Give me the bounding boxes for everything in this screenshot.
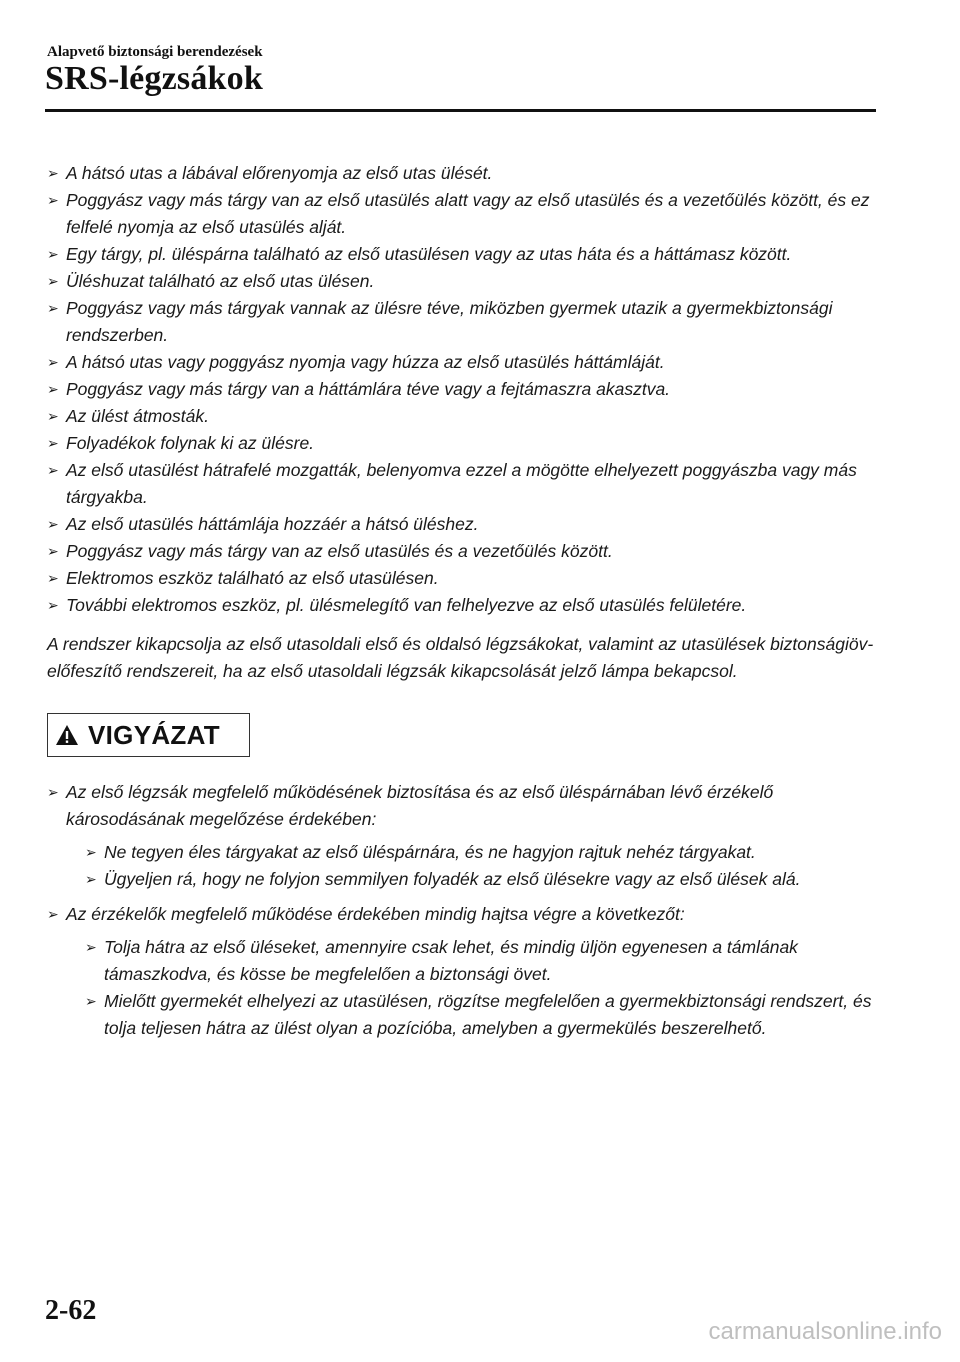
bullet-arrow-icon: ➢	[47, 273, 59, 289]
list-item: ➢ A hátsó utas a lábával előrenyomja az első utas ülését.	[47, 160, 877, 187]
list-item: ➢ Üléshuzat található az első utas ülésen.	[47, 268, 877, 295]
page-number: 2-62	[45, 1295, 97, 1326]
watermark: carmanualsonline.info	[708, 1318, 942, 1345]
bullet-arrow-icon: ➢	[85, 844, 97, 860]
warning-label: VIGYÁZAT	[88, 719, 220, 750]
bullet-arrow-icon: ➢	[47, 246, 59, 262]
section-label: Alapvető biztonsági berendezések	[47, 44, 263, 60]
list-item: ➢ A hátsó utas vagy poggyász nyomja vagy húzza az első utasülés háttámláját.	[47, 349, 877, 376]
list-item: ➢ További elektromos eszköz, pl. ülésmelegítő van felhelyezve az első utasülés felületére.	[47, 592, 877, 619]
list-item: ➢ Az első utasülést hátrafelé mozgatták, belenyomva ezzel a mögötte elhelyezett poggyászba vagy más tárgyakba.	[47, 457, 877, 511]
page-title: SRS-légzsákok	[45, 60, 263, 97]
bullet-arrow-icon: ➢	[85, 939, 97, 955]
list-item: ➢ Elektromos eszköz található az első utasülésen.	[47, 565, 877, 592]
warning-box	[47, 713, 250, 757]
body-paragraph: A rendszer kikapcsolja az első utasoldali első és oldalsó légzsákokat, valamint az utasülések biztonságiöv-előfeszítő rendszereit, ha az első utasoldali légzsák kikapcsolását jelző lámpa bekapcsol.	[47, 634, 874, 681]
list-item: ➢ Poggyász vagy más tárgy van a háttámlára téve vagy a fejtámaszra akasztva.	[47, 376, 877, 403]
list-item: ➢ Poggyász vagy más tárgy van az első utasülés alatt vagy az első utasülés és a vezetőülés között, és ez felfelé nyomja az első utasülés alját.	[47, 187, 877, 241]
sub-list-item: ➢ Ne tegyen éles tárgyakat az első üléspárnára, és ne hagyjon rajtuk nehéz tárgyakat.	[85, 839, 877, 866]
list-item: ➢ Az ülést átmosták.	[47, 403, 877, 430]
bullet-arrow-icon: ➢	[85, 871, 97, 887]
bullet-arrow-icon: ➢	[47, 408, 59, 424]
bullet-arrow-icon: ➢	[47, 165, 59, 181]
sub-list-item: ➢ Tolja hátra az első üléseket, amennyire csak lehet, és mindig üljön egyenesen a támlának támaszkodva, és kösse be megfelelően a biztonsági övet.	[85, 934, 877, 988]
bullet-arrow-icon: ➢	[47, 462, 59, 478]
page-content	[47, 160, 877, 1050]
bullet-arrow-icon: ➢	[47, 597, 59, 613]
warning-triangle-icon	[55, 724, 79, 746]
warning-list	[47, 779, 877, 1042]
bullet-arrow-icon: ➢	[47, 192, 59, 208]
bullet-arrow-icon: ➢	[47, 570, 59, 586]
sub-list	[66, 934, 877, 1042]
list-item: ➢ Poggyász vagy más tárgy van az első utasülés és a vezetőülés között.	[47, 538, 877, 565]
bullet-arrow-icon: ➢	[47, 784, 59, 800]
sub-list-item: ➢ Mielőtt gyermekét elhelyezi az utasülésen, rögzítse megfelelően a gyermekbiztonsági rendszert, és tolja teljesen hátra az ülést olyan a pozícióba, amelyben a gyermekülés beszerelhető.	[85, 988, 877, 1042]
bullet-arrow-icon: ➢	[47, 516, 59, 532]
list-item: ➢ Az első légzsák megfelelő működésének biztosítása és az első üléspárnában lévő érzékelő károsodásának megelőzése érdekében: ➢ Ne tegyen éles tárgyakat az első üléspárnára, és ne hagyjon rajtuk nehéz tárgyakat. ➢ Ügyeljen rá, hogy ne folyjon semmilyen folyadék az első ülésekre vagy az első ülések alá.	[47, 779, 877, 893]
list-item: ➢ Folyadékok folynak ki az ülésre.	[47, 430, 877, 457]
list-item: ➢ Poggyász vagy más tárgyak vannak az ülésre téve, miközben gyermek utazik a gyermekbiztonsági rendszerben.	[47, 295, 877, 349]
bullet-arrow-icon: ➢	[47, 381, 59, 397]
bullet-arrow-icon: ➢	[47, 300, 59, 316]
list-item: ➢ Az érzékelők megfelelő működése érdekében mindig hajtsa végre a következőt: ➢ Tolja hátra az első üléseket, amennyire csak lehet, és mindig üljön egyenesen a támlának támaszkodva, és kösse be megfelelően a biztonsági övet. ➢ Mielőtt gyermekét elhelyezi az utasülésen, rögzítse megfelelően a gyermekbiztonsági rendszert, és tolja teljesen hátra az ülést olyan a pozícióba, amelyben a gyermekülés beszerelhető.	[47, 901, 877, 1042]
bullet-arrow-icon: ➢	[85, 993, 97, 1009]
bullet-arrow-icon: ➢	[47, 435, 59, 451]
condition-list	[47, 160, 877, 619]
bullet-arrow-icon: ➢	[47, 906, 59, 922]
title-rule	[45, 109, 876, 112]
sub-list-item: ➢ Ügyeljen rá, hogy ne folyjon semmilyen folyadék az első ülésekre vagy az első ülések alá.	[85, 866, 877, 893]
bullet-arrow-icon: ➢	[47, 543, 59, 559]
bullet-arrow-icon: ➢	[47, 354, 59, 370]
list-item: ➢ Az első utasülés háttámlája hozzáér a hátsó üléshez.	[47, 511, 877, 538]
sub-list	[66, 839, 877, 893]
list-item: ➢ Egy tárgy, pl. üléspárna található az első utasülésen vagy az utas háta és a háttámasz között.	[47, 241, 877, 268]
